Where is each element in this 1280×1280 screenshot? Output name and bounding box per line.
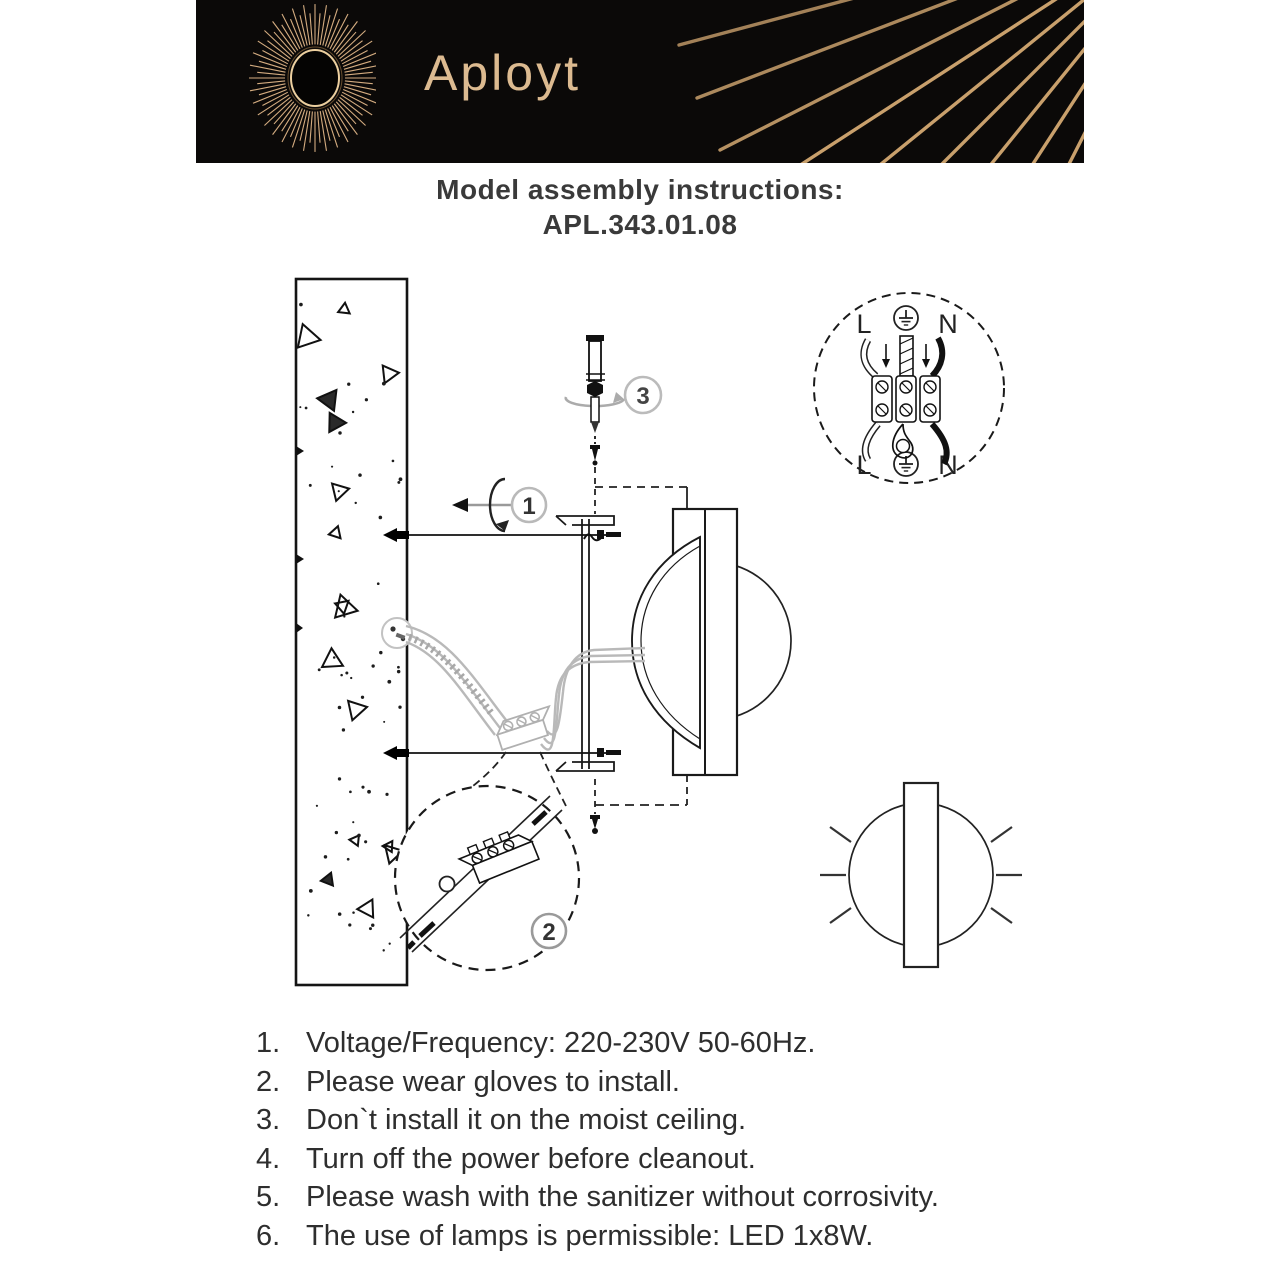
assembly-diagram	[0, 260, 1280, 1020]
label-neutral-top: N	[938, 309, 958, 339]
lamp-side-view	[632, 509, 791, 775]
list-item	[250, 1140, 1090, 1179]
item-number: 2.	[256, 1065, 281, 1098]
item-number: 5.	[256, 1181, 281, 1214]
item-text: Don`t install it on the moist ceiling.	[306, 1104, 747, 1137]
item-number: 1.	[256, 1027, 281, 1059]
item-text: The use of lamps is permissible: LED 1x8W.	[306, 1219, 874, 1252]
list-item	[250, 1063, 1090, 1102]
label-line-top: L	[856, 309, 872, 339]
brand-text: Aployt	[424, 45, 581, 101]
callout-2-label: 2	[542, 919, 556, 946]
lamp-front-view	[820, 783, 1022, 967]
item-text: Please wear gloves to install.	[306, 1065, 680, 1098]
item-text: Turn off the power before cleanout.	[306, 1142, 756, 1175]
callout-rotate-bracket	[452, 479, 546, 531]
wiring-detail-view	[814, 293, 1004, 483]
item-text: Please wash with the sanitizer without corrosivity.	[306, 1181, 939, 1214]
mounting-bracket	[556, 516, 614, 771]
callout-top-screw	[566, 335, 661, 466]
lamp-diffuser	[632, 537, 700, 748]
item-number: 4.	[256, 1142, 281, 1175]
label-line-bottom: L	[856, 450, 872, 480]
detail-view-terminal	[395, 752, 579, 970]
item-text: Voltage/Frequency: 220-230V 50-60Hz.	[306, 1027, 816, 1059]
item-number: 6.	[256, 1219, 281, 1252]
label-neutral-bottom: N	[938, 450, 958, 480]
list-item	[250, 1178, 1090, 1217]
detail-terminal-strip	[872, 376, 940, 422]
title-line-1: Model assembly instructions:	[436, 174, 844, 205]
callout-1-label: 1	[522, 493, 536, 520]
model-code: APL.343.01.08	[542, 209, 738, 240]
list-item	[250, 1217, 1090, 1256]
list-item	[250, 1101, 1090, 1140]
brand-banner	[196, 0, 1084, 163]
item-number: 3.	[256, 1104, 281, 1137]
page-title	[0, 174, 1280, 241]
list-item	[250, 1024, 1090, 1063]
rays-decoration	[196, 0, 1084, 163]
earth-icon-top	[894, 306, 918, 330]
instruction-list	[250, 1024, 1090, 1256]
callout-3-label: 3	[636, 383, 650, 410]
wiring-harness	[382, 618, 645, 750]
